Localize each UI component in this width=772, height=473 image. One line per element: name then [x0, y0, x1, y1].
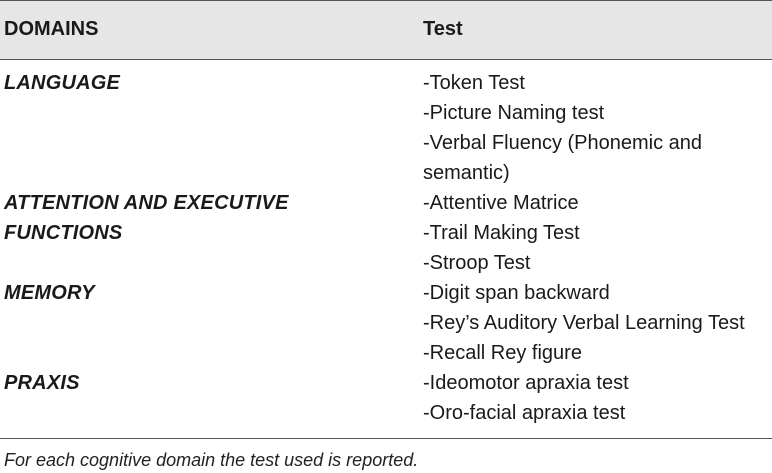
table-header-row: [0, 0, 772, 59]
domain-memory: MEMORY: [4, 282, 95, 304]
test-item: semantic): [423, 162, 510, 184]
test-item: -Rey’s Auditory Verbal Learning Test: [423, 312, 745, 334]
test-item: -Digit span backward: [423, 282, 610, 304]
test-item: -Ideomotor apraxia test: [423, 372, 629, 394]
test-item: -Oro-facial apraxia test: [423, 402, 626, 424]
test-item: -Attentive Matrice: [423, 192, 579, 214]
test-item: -Token Test: [423, 72, 525, 94]
table-top-rule: [0, 0, 772, 1]
domain-praxis: PRAXIS: [4, 372, 80, 394]
test-item: -Recall Rey figure: [423, 342, 582, 364]
table-footnote: For each cognitive domain the test used is reported.: [4, 450, 419, 470]
domain-attention-line1: ATTENTION AND EXECUTIVE: [4, 192, 289, 214]
table-bottom-rule: [0, 438, 772, 439]
domain-language: LANGUAGE: [4, 72, 121, 94]
header-bottom-rule: [0, 59, 772, 60]
test-item: -Picture Naming test: [423, 102, 605, 124]
test-item: -Trail Making Test: [423, 222, 580, 244]
header-test: Test: [423, 18, 463, 40]
domain-attention-line2: FUNCTIONS: [4, 222, 123, 244]
header-domains: DOMAINS: [4, 18, 99, 40]
test-item: -Verbal Fluency (Phonemic and: [423, 132, 703, 154]
test-item: -Stroop Test: [423, 252, 531, 274]
